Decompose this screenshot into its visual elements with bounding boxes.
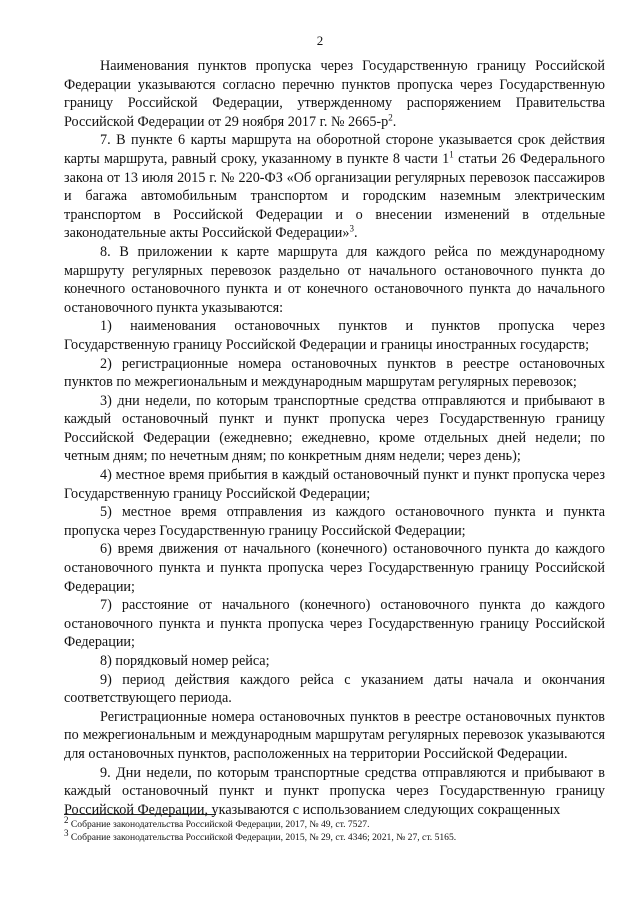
paragraph-7: 7. В пункте 6 карты маршрута на оборотной стороне указывается срок действия карты маршрута, равный сроку, указанному в пункте 8 части $1^1$ статьи 26 Федерального закона от 13 июля 2015 г. № 220-ФЗ «Об организации регулярных перевозок пассажиров и багажа автомобильным транспортом и городским наземным электрическим транспортом в Российской Федерации и о внесении изменений в отдельные законодательные акты Российской Федерации»$^3$.: [64, 132, 605, 242]
list-item-4: 4) местное время прибытия в каждый остановочный пункт и пункт пропуска через Государственную границу Российской Федерации;: [64, 467, 605, 502]
list-item-8: 8) порядковый номер рейса;: [100, 653, 270, 669]
footnote-2: $^2$ Собрание законодательства Российской Федерации, 2017, № 49, ст. 7527.: [64, 814, 370, 830]
paragraph-8: 8. В приложении к карте маршрута для каждого рейса по международному маршруту регулярных перевозок раздельно от начального остановочного пункта до конечного остановочного пункта и от конечного остановочного пункта до начального остановочного пункта указываются:: [64, 243, 605, 316]
list-item-2: 2) регистрационные номера остановочных пунктов в реестре остановочных пунктов по межрегиональным и международным маршрутам регулярных перевозок;: [64, 355, 605, 391]
list-item-3: 3) дни недели, по которым транспортные средства отправляются и прибывают в каждый остановочный пункт и пункт пропуска через Государственную границу Российской Федерации (ежедневно; ежедневно, кроме отдельных дней недели; по четным дням; по нечетным дням; по конкретным дням недели; через день);: [64, 392, 605, 465]
footnote-3: $^3$ Собрание законодательства Российской Федерации, 2015, № 29, ст. 4346; 2021, № 27, ст. 5165.: [64, 827, 457, 843]
list-item-1: 1) наименования остановочных пунктов и пунктов пропуска через Государственную границу Российской Федерации и границы иностранных государств;: [64, 318, 605, 353]
list-item-7: 7) расстояние от начального (конечного) остановочного пункта до каждого остановочного пункта и пункта пропуска через Государственную границу Российской Федерации;: [64, 597, 605, 651]
part-superscript: 1: [449, 149, 454, 160]
list-item-5: 5) местное время отправления из каждого остановочного пункта и пункта пропуска через Государственную границу Российской Федерации;: [64, 504, 605, 539]
footnote-divider: [64, 814, 216, 815]
footnotes: [64, 814, 605, 844]
page-number: 2: [316, 33, 324, 48]
paragraph-checkpoints: Наименования пунктов пропуска через Государственную границу Российской Федерации указываются согласно перечню пунктов пропуска через Государственную границу Российской Федерации, утвержденному распоряжением Правительства Российской Федерации от 29 ноября 2017 г. № $2665-р^2$.: [64, 58, 605, 130]
footnote-ref-2: 2: [388, 112, 393, 123]
document-body: [64, 57, 605, 819]
list-item-6: 6) время движения от начального (конечного) остановочного пункта до каждого остановочного пункта и пункта пропуска через Государственную границу Российской Федерации;: [64, 541, 605, 595]
paragraph-registration: Регистрационные номера остановочных пунктов в реестре остановочных пунктов по межрегиональным и международным маршрутам регулярных перевозок указываются для остановочных пунктов, расположенных на территории Российской Федерации.: [64, 708, 605, 762]
paragraph-9: 9. Дни недели, по которым транспортные средства отправляются и прибывают в каждый остановочный пункт и пункт пропуска через Государственную границу Российской Федерации, указываются с использованием следующих сокращенных: [64, 764, 605, 818]
footnote-ref-3: 3: [349, 223, 354, 234]
list-item-9: 9) период действия каждого рейса с указанием даты начала и окончания соответствующего периода.: [64, 671, 605, 707]
